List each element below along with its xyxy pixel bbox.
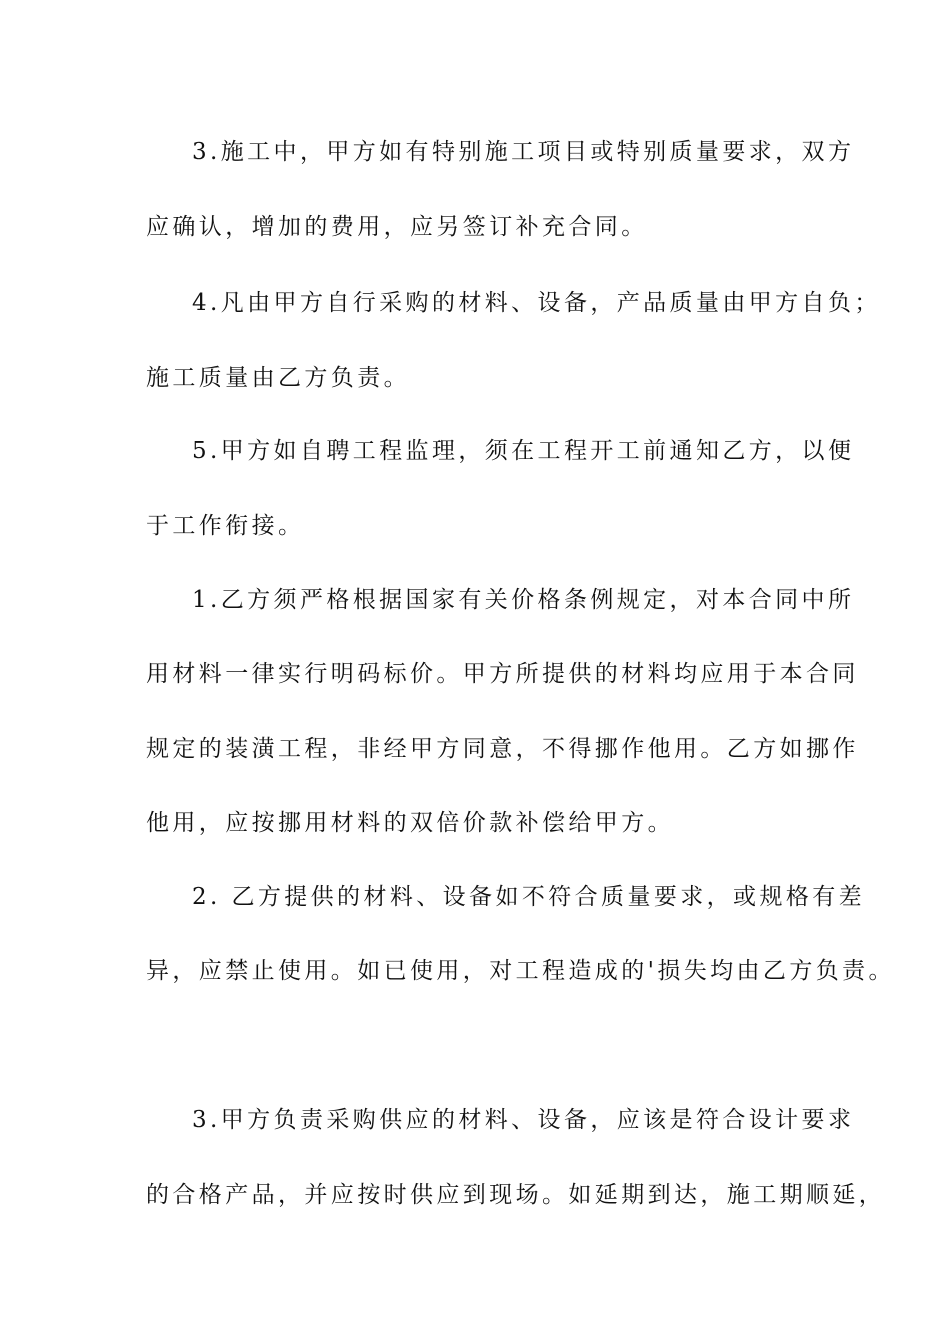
paragraph-3-line-2: 应确认，增加的费用，应另签订补充合同。 [146,214,648,240]
paragraph-2-line-1: 2. 乙方提供的材料、设备如不符合质量要求，或规格有差 [192,884,866,910]
paragraph-4-line-2: 施工质量由乙方负责。 [146,365,410,391]
paragraph-1-line-3: 规定的装潢工程，非经甲方同意，不得挪作他用。乙方如挪作 [146,736,859,762]
paragraph-2-line-2: 异，应禁止使用。如已使用，对工程造成的'损失均由乙方负责。 [146,958,895,984]
paragraph-1-line-4: 他用，应按挪用材料的双倍价款补偿给甲方。 [146,810,674,836]
paragraph-3b-line-1: 3.甲方负责采购供应的材料、设备，应该是符合设计要求 [192,1107,855,1133]
paragraph-3b-line-2: 的合格产品，并应按时供应到现场。如延期到达，施工期顺延， [146,1182,886,1208]
paragraph-1-line-1: 1.乙方须严格根据国家有关价格条例规定，对本合同中所 [192,587,855,613]
paragraph-5-line-2: 于工作衔接。 [146,513,305,539]
paragraph-3-line-1: 3.施工中，甲方如有特别施工项目或特别质量要求，双方 [192,139,855,165]
paragraph-1-line-2: 用材料一律实行明码标价。甲方所提供的材料均应用于本合同 [146,661,859,687]
paragraph-4-line-1: 4.凡由甲方自行采购的材料、设备，产品质量由甲方自负； [192,290,881,316]
paragraph-5-line-1: 5.甲方如自聘工程监理，须在工程开工前通知乙方，以便 [192,438,855,464]
